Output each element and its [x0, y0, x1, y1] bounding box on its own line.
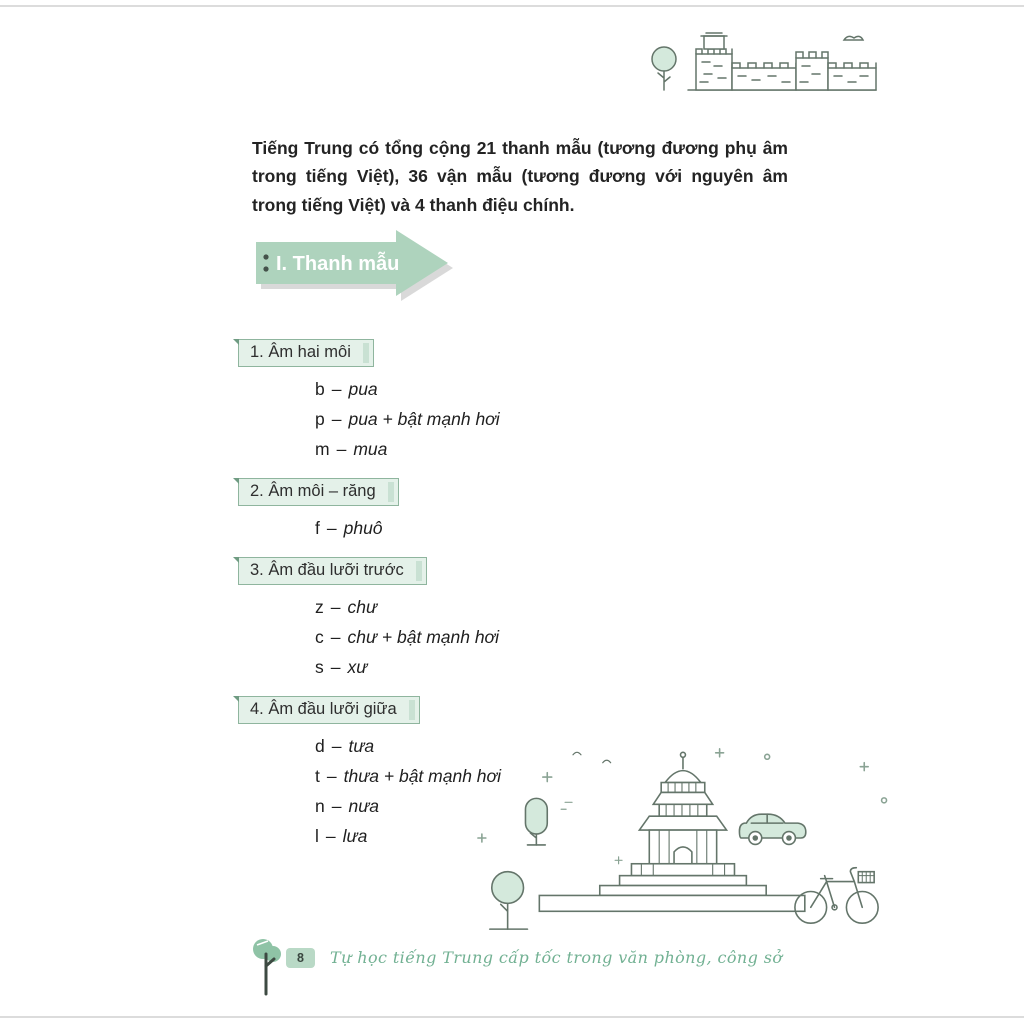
- vietnamese-reading: pua: [348, 379, 378, 399]
- tree-icon: [248, 936, 288, 998]
- initial-item: [315, 627, 818, 648]
- dash-separator: –: [330, 657, 341, 677]
- dash-separator: –: [336, 439, 347, 459]
- dash-separator: –: [330, 597, 341, 617]
- banner-dot: [263, 254, 268, 259]
- dash-separator: –: [331, 379, 342, 399]
- dash-separator: –: [326, 766, 337, 786]
- page-top-edge: [0, 5, 1024, 7]
- vietnamese-reading: pua + bật mạnh hơi: [348, 409, 500, 429]
- pinyin-initial: n: [315, 796, 325, 816]
- vietnamese-reading: lưa: [342, 826, 368, 846]
- vietnamese-reading: chư + bật mạnh hơi: [347, 627, 500, 647]
- page-number-badge: 8: [286, 948, 315, 968]
- pinyin-initial: m: [315, 439, 330, 459]
- pinyin-initial: l: [315, 826, 319, 846]
- subsection-title: 1. Âm hai môi: [250, 343, 351, 361]
- vietnamese-reading: xư: [347, 657, 368, 677]
- vietnamese-reading: phuô: [343, 518, 383, 538]
- dash-separator: –: [331, 796, 342, 816]
- dash-separator: –: [331, 736, 342, 756]
- section-banner-label: I. Thanh mẫu: [276, 253, 400, 275]
- initial-item: [315, 657, 818, 678]
- subsection-header-2: [238, 478, 399, 506]
- pinyin-initial: p: [315, 409, 325, 429]
- pinyin-initial: t: [315, 766, 320, 786]
- pinyin-initial: d: [315, 736, 325, 756]
- vietnamese-reading: tưa: [348, 736, 375, 756]
- dash-separator: –: [326, 518, 337, 538]
- pinyin-initial: s: [315, 657, 324, 677]
- pinyin-initial: b: [315, 379, 325, 399]
- dash-separator: –: [331, 409, 342, 429]
- banner-dot: [263, 266, 268, 271]
- pinyin-initial: f: [315, 518, 320, 538]
- pinyin-initial: z: [315, 597, 324, 617]
- initial-item: [315, 597, 818, 618]
- temple-scene-illustration: [470, 742, 890, 934]
- subsection-title: 4. Âm đầu lưỡi giữa: [250, 700, 397, 718]
- intro-paragraph: Tiếng Trung có tổng cộng 21 thanh mẫu (tương đương phụ âm trong tiếng Việt), 36 vận mẫu (tương đương với nguyên âm trong tiếng Việt) và 4 thanh điệu chính.: [252, 138, 788, 215]
- initial-item: [315, 409, 818, 430]
- subsection-header-4: [238, 696, 420, 724]
- initial-item: [315, 379, 818, 400]
- vietnamese-reading: thưa + bật mạnh hơi: [343, 766, 501, 786]
- footer-book-title: Tự học tiếng Trung cấp tốc trong văn phòng, công sở: [330, 948, 783, 967]
- dash-separator: –: [330, 627, 341, 647]
- initial-item: [315, 439, 818, 460]
- vietnamese-reading: chư: [347, 597, 378, 617]
- dash-separator: –: [325, 826, 336, 846]
- subsection-title: 2. Âm môi – răng: [250, 482, 376, 500]
- section-banner: [250, 226, 460, 307]
- vietnamese-reading: nưa: [348, 796, 380, 816]
- subsection-header-3: [238, 557, 427, 585]
- arrow-banner-shape: [250, 226, 460, 302]
- initial-item: [315, 518, 818, 539]
- subsection-header-1: [238, 339, 374, 367]
- pinyin-initial: c: [315, 627, 324, 647]
- subsection-title: 3. Âm đầu lưỡi trước: [250, 561, 404, 579]
- vietnamese-reading: mua: [353, 439, 388, 459]
- great-wall-illustration: [648, 32, 880, 96]
- page-bottom-edge: [0, 1016, 1024, 1018]
